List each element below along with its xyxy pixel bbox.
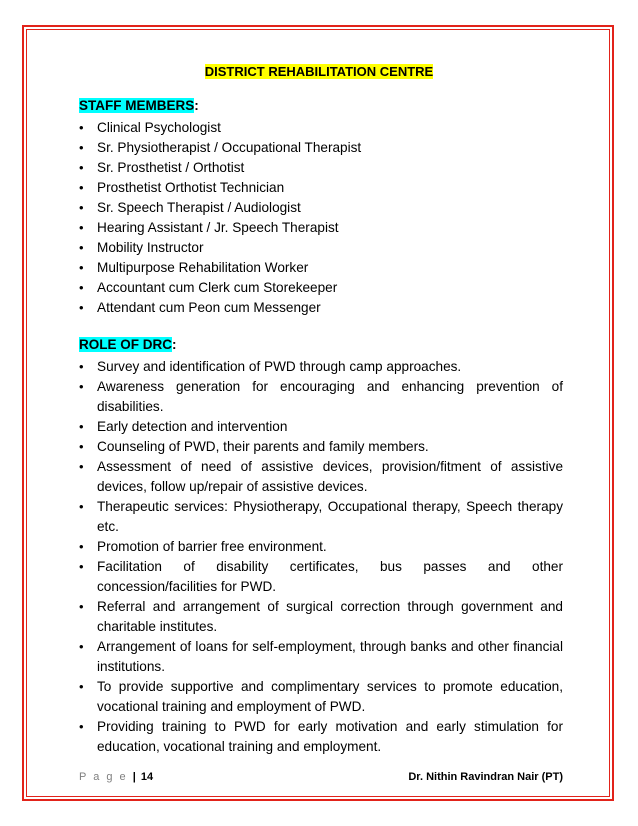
- role-item: • Promotion of barrier free environment.: [79, 537, 563, 557]
- role-item: • Survey and identification of PWD through camp approaches.: [79, 357, 563, 377]
- role-item: • Facilitation of disability certificates, bus passes and other concession/facilities for PWD.: [79, 557, 563, 597]
- role-item: • Counseling of PWD, their parents and family members.: [79, 437, 563, 457]
- footer-page-number: 14: [140, 771, 154, 783]
- role-item: • Awareness generation for encouraging and enhancing prevention of disabilities.: [79, 377, 563, 417]
- role-heading-colon: :: [172, 337, 177, 352]
- role-item: • Assessment of need of assistive devices, provision/fitment of assistive devices, follow up/repair of assistive devices.: [79, 457, 563, 497]
- page-title: [0, 64, 638, 79]
- staff-heading-text: STAFF MEMBERS: [79, 98, 195, 113]
- footer-separator: |: [132, 771, 136, 783]
- staff-item: • Accountant cum Clerk cum Storekeeper: [79, 278, 563, 298]
- staff-heading: [79, 98, 199, 113]
- staff-item: • Mobility Instructor: [79, 238, 563, 258]
- role-item: • Referral and arrangement of surgical correction through government and charitable institutes.: [79, 597, 563, 637]
- role-heading: [79, 337, 177, 352]
- staff-list: [79, 118, 563, 318]
- page-title-text: DISTRICT REHABILITATION CENTRE: [204, 64, 434, 79]
- role-item: • Arrangement of loans for self-employment, through banks and other financial institutions.: [79, 637, 563, 677]
- role-item: • To provide supportive and complimentary services to promote education, vocational training and employment of PWD.: [79, 677, 563, 717]
- footer-page-indicator: [79, 771, 153, 783]
- staff-item: • Prosthetist Orthotist Technician: [79, 178, 563, 198]
- staff-item: • Sr. Speech Therapist / Audiologist: [79, 198, 563, 218]
- staff-item: • Sr. Prosthetist / Orthotist: [79, 158, 563, 178]
- role-heading-text: ROLE OF DRC: [79, 337, 172, 352]
- staff-item: • Multipurpose Rehabilitation Worker: [79, 258, 563, 278]
- role-item: • Early detection and intervention: [79, 417, 563, 437]
- role-item: • Providing training to PWD for early motivation and early stimulation for education, vocational training and employment.: [79, 717, 563, 757]
- footer-page-label: P a g e: [79, 771, 128, 783]
- staff-item: • Attendant cum Peon cum Messenger: [79, 298, 563, 318]
- footer-author: Dr. Nithin Ravindran Nair (PT): [408, 771, 563, 783]
- staff-item: • Sr. Physiotherapist / Occupational Therapist: [79, 138, 563, 158]
- staff-heading-colon: :: [194, 98, 199, 113]
- staff-item: • Hearing Assistant / Jr. Speech Therapist: [79, 218, 563, 238]
- role-item: • Therapeutic services: Physiotherapy, Occupational therapy, Speech therapy etc.: [79, 497, 563, 537]
- staff-item: • Clinical Psychologist: [79, 118, 563, 138]
- role-list: [79, 357, 563, 757]
